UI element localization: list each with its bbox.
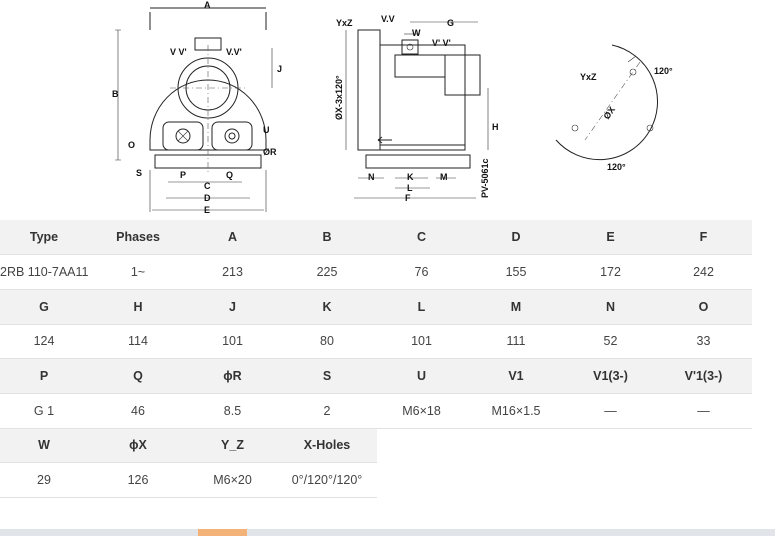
table-cell: 8.5 [188, 393, 277, 428]
table-header-cell: X-Holes [277, 428, 377, 463]
dim-D: D [204, 193, 211, 203]
table-cell: M16×1.5 [466, 393, 566, 428]
table-row [0, 463, 752, 498]
table-cell: 213 [188, 255, 277, 290]
table-empty-cell [566, 463, 655, 498]
table-empty-cell [466, 428, 566, 463]
flange-angle-1: 120° [654, 66, 673, 76]
horizontal-scrollbar[interactable] [0, 529, 775, 536]
table-cell: 29 [0, 463, 88, 498]
table-cell: — [566, 393, 655, 428]
dim-U: U [263, 125, 270, 135]
table-header-cell: V'1(3-) [655, 359, 752, 394]
table-cell: 101 [377, 324, 466, 359]
table-cell: 1~ [88, 255, 188, 290]
table-header-row [0, 359, 752, 394]
side-dim-K: K [407, 172, 414, 182]
side-dim-L: L [407, 183, 413, 193]
table-cell: G 1 [0, 393, 88, 428]
side-label-VV: V.V [381, 14, 395, 24]
dim-S: S [136, 168, 143, 178]
table-header-cell: Y_Z [188, 428, 277, 463]
side-view [334, 14, 499, 203]
side-dim-G: G [447, 18, 455, 28]
table-header-cell: S [277, 359, 377, 394]
table-empty-cell [655, 428, 752, 463]
table-row [0, 393, 752, 428]
table-empty-cell [466, 463, 566, 498]
label-V2: V.V' [226, 47, 242, 57]
side-dim-N: N [368, 172, 375, 182]
side-label-VpVp: V' V' [432, 38, 451, 48]
table-header-cell: Phases [88, 220, 188, 255]
table-header-cell: W [0, 428, 88, 463]
dim-A: A [204, 0, 211, 10]
label-V1: V V' [170, 47, 187, 57]
table-cell: 101 [188, 324, 277, 359]
front-view [112, 0, 282, 215]
table-header-cell: ϕX [88, 428, 188, 463]
flange-view [556, 45, 673, 172]
table-cell: 111 [466, 324, 566, 359]
table-empty-cell [377, 428, 466, 463]
table-header-cell: C [377, 220, 466, 255]
table-header-row [0, 428, 752, 463]
dim-E: E [204, 205, 211, 215]
table-cell: 2RB 110-7AA11 [0, 255, 88, 290]
technical-drawing [0, 0, 775, 218]
table-header-cell: V1 [466, 359, 566, 394]
table-header-cell: A [188, 220, 277, 255]
table-cell: 33 [655, 324, 752, 359]
table-empty-cell [377, 463, 466, 498]
table-header-cell: O [655, 289, 752, 324]
dim-J: J [277, 64, 283, 74]
table-header-cell: E [566, 220, 655, 255]
table-header-cell: H [88, 289, 188, 324]
dim-C: C [204, 181, 211, 191]
table-header-cell: Type [0, 220, 88, 255]
table-cell: 76 [377, 255, 466, 290]
table-cell: M6×20 [188, 463, 277, 498]
table-header-row [0, 220, 752, 255]
table-cell: 114 [88, 324, 188, 359]
table-header-cell: L [377, 289, 466, 324]
table-cell: 172 [566, 255, 655, 290]
table-cell: M6×18 [377, 393, 466, 428]
table-cell: 124 [0, 324, 88, 359]
specifications-table [0, 220, 752, 498]
table-header-row [0, 289, 752, 324]
table-empty-cell [655, 463, 752, 498]
table-cell: 0°/120°/120° [277, 463, 377, 498]
dim-Q: Q [226, 170, 234, 180]
table-header-cell: N [566, 289, 655, 324]
flange-angle-2: 120° [607, 162, 626, 172]
table-header-cell: U [377, 359, 466, 394]
table-header-cell: F [655, 220, 752, 255]
table-cell: 242 [655, 255, 752, 290]
table-cell: — [655, 393, 752, 428]
side-dim-X: ØX-3x120° [334, 75, 344, 120]
table-cell: 46 [88, 393, 188, 428]
dim-B: B [112, 89, 119, 99]
table-cell: 2 [277, 393, 377, 428]
table-header-cell: B [277, 220, 377, 255]
flange-label-YxZ: YxZ [580, 72, 597, 82]
table-header-cell: J [188, 289, 277, 324]
table-cell: 225 [277, 255, 377, 290]
table-cell: 52 [566, 324, 655, 359]
scrollbar-thumb[interactable] [198, 529, 247, 536]
dim-O: O [128, 140, 136, 150]
dimension-drawing-svg [0, 0, 775, 218]
table-cell: 80 [277, 324, 377, 359]
side-dim-W: W [412, 28, 421, 38]
side-dim-F: F [405, 193, 411, 203]
table-cell: 126 [88, 463, 188, 498]
table-row [0, 255, 752, 290]
table-header-cell: ϕR [188, 359, 277, 394]
table-header-cell: Q [88, 359, 188, 394]
table-empty-cell [566, 428, 655, 463]
table-row [0, 324, 752, 359]
dim-R: ØR [263, 147, 277, 157]
table-header-cell: V1(3-) [566, 359, 655, 394]
side-label-YxZ: YxZ [336, 18, 353, 28]
table-header-cell: P [0, 359, 88, 394]
side-dim-H: H [492, 122, 499, 132]
side-dim-M: M [440, 172, 448, 182]
drawing-code: PV-5061c [480, 158, 490, 198]
table-header-cell: G [0, 289, 88, 324]
table-cell: 155 [466, 255, 566, 290]
flange-dim-X: ØX [601, 104, 618, 122]
table-header-cell: D [466, 220, 566, 255]
table-header-cell: K [277, 289, 377, 324]
dim-P: P [180, 170, 187, 180]
table-header-cell: M [466, 289, 566, 324]
